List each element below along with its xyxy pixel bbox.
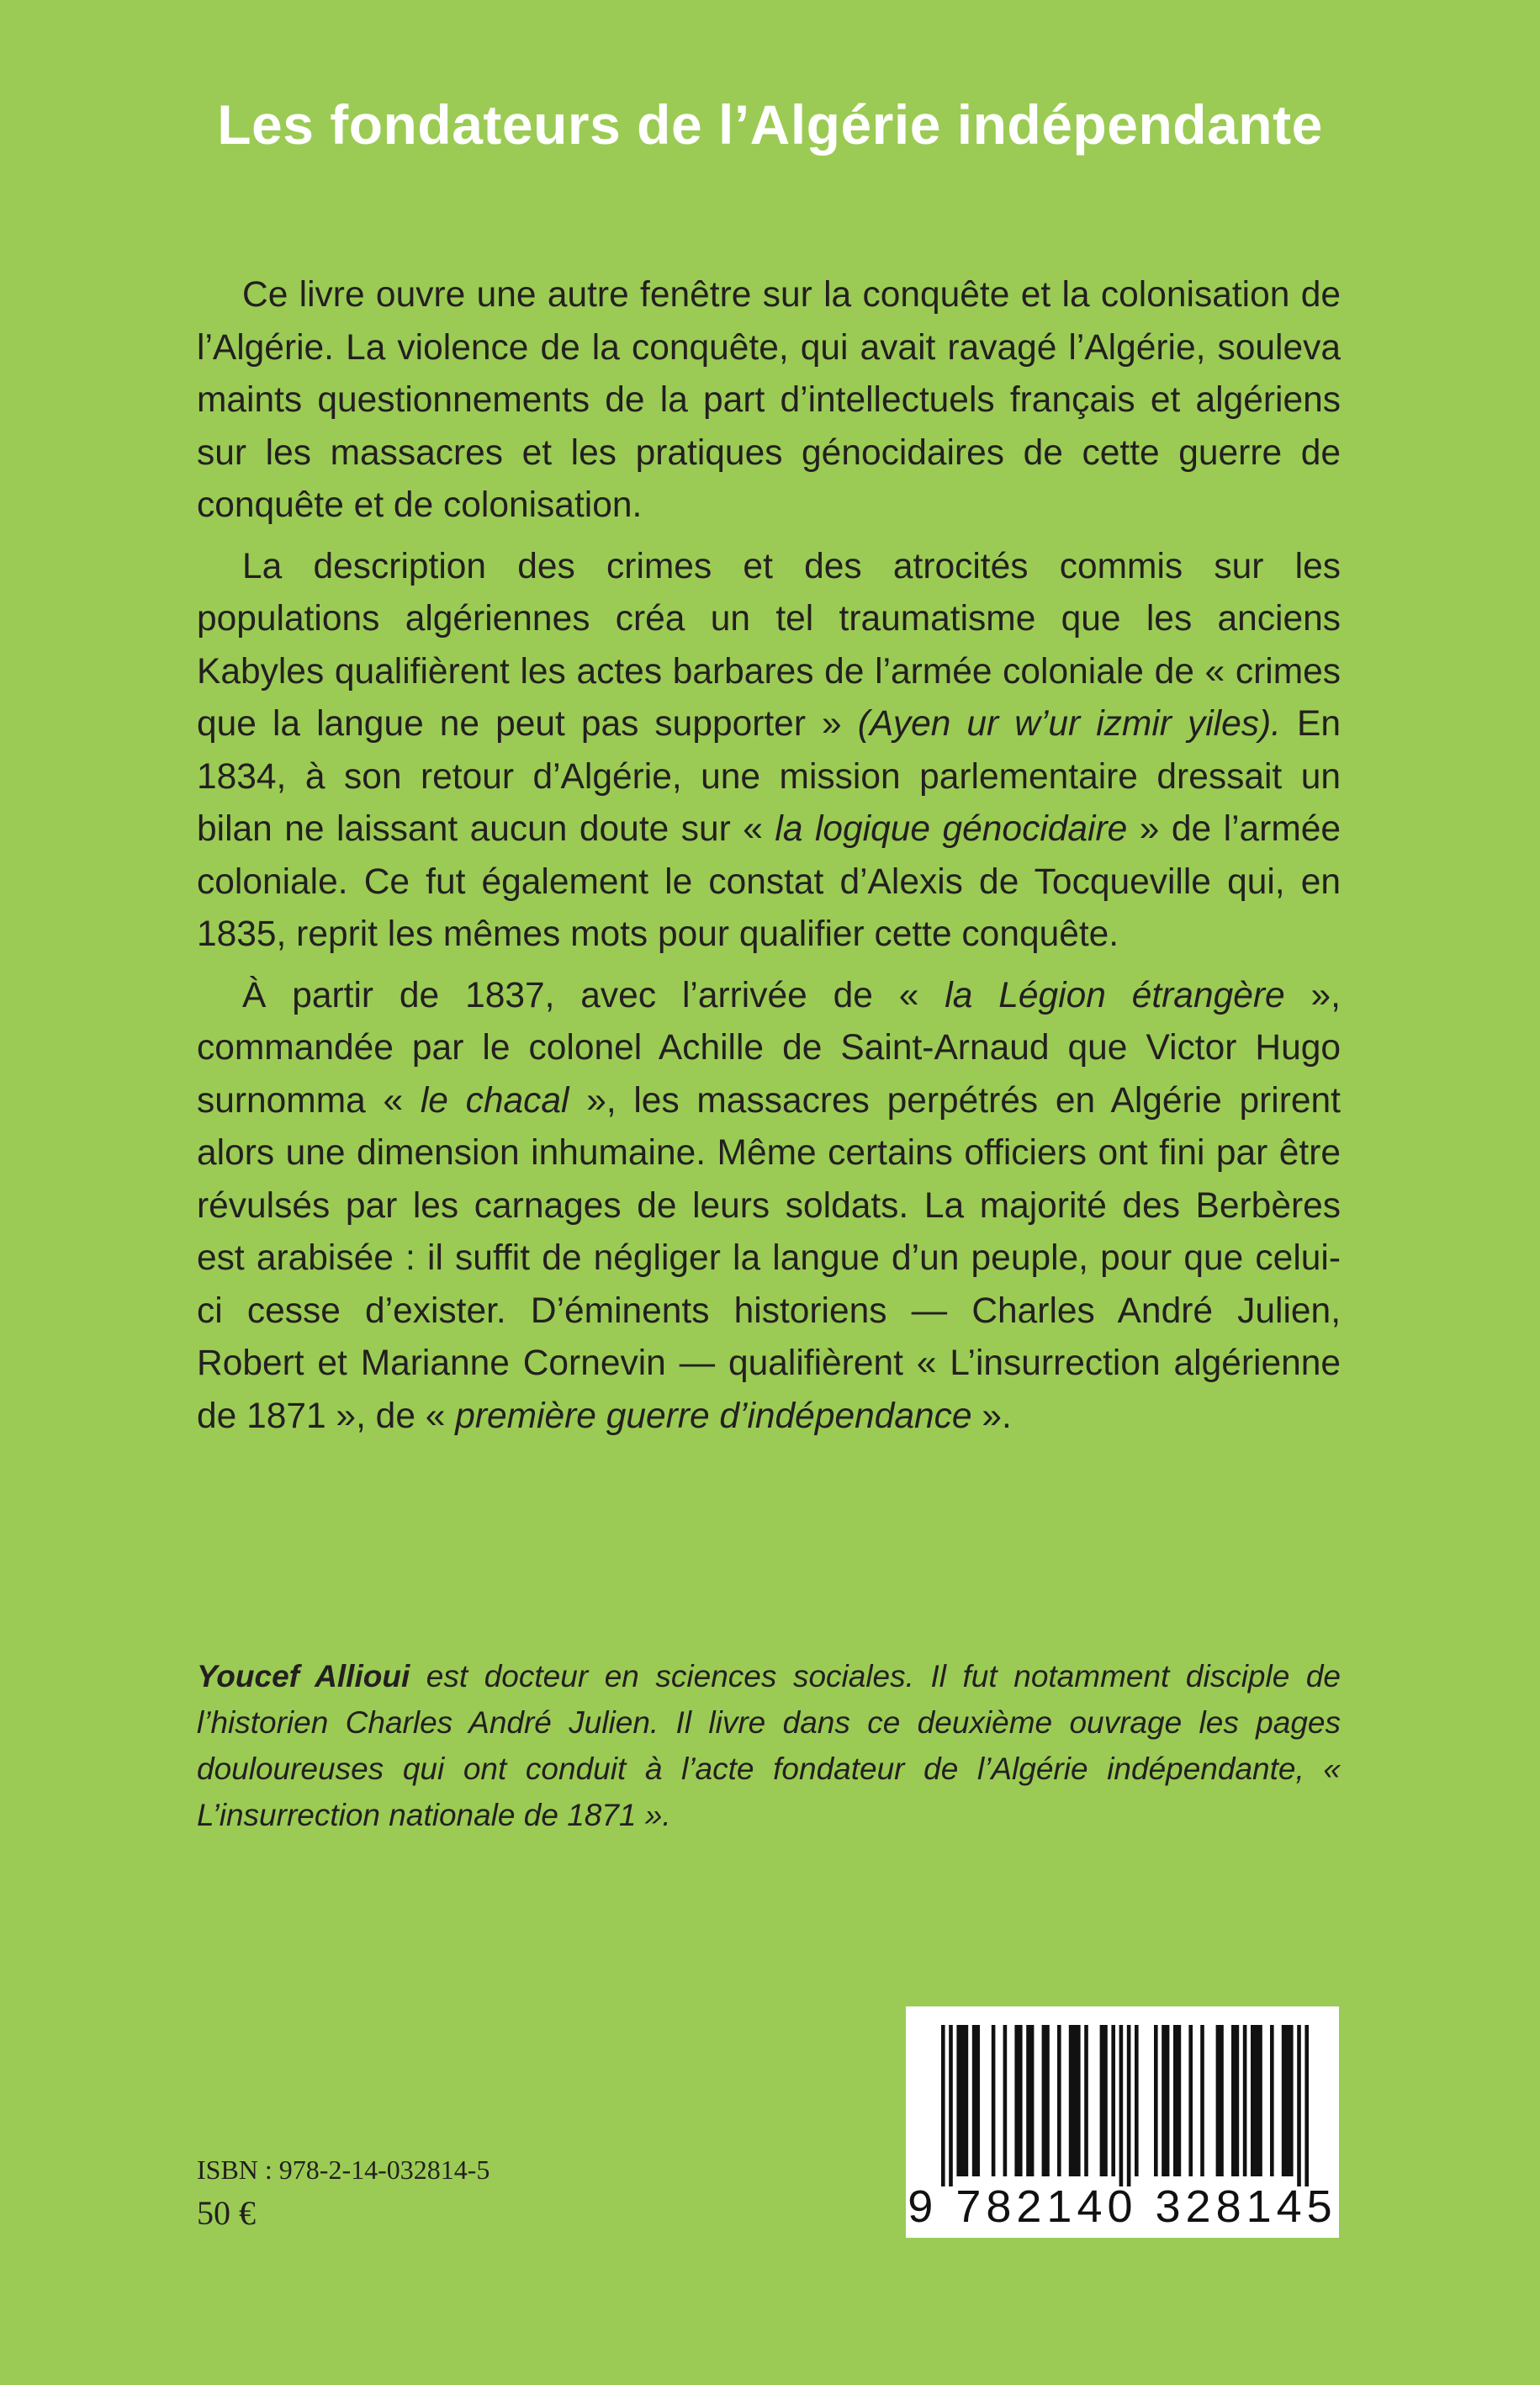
author-name: Youcef Allioui [197,1659,410,1693]
blurb-p3-text-e: », les massacres perpétrés en Algérie prirent alors une dimension inhumaine. Même certains officiers ont fini par être révulsés par les carnages de leurs soldats. La majorité des Berbères est arabisée : il suffit de négliger la langue d’un peuple, pour que celui-ci cesse d’exister. D’éminents historiens — Charles André Julien, Robert et Marianne Cornevin — qualifièrent « L’insurrection algérienne de 1871 », de « [197,1080,1341,1436]
blurb-p3-text-g: ». [971,1396,1012,1436]
barcode-bar [1162,2025,1169,2176]
barcode-bar [1200,2025,1204,2176]
barcode-digits: 9 782140 328145 [908,2181,1337,2232]
barcode-bar [972,2025,980,2176]
barcode-icon [906,2006,1339,2187]
price-label: 50 € [197,2194,256,2232]
barcode-bar [949,2025,953,2186]
barcode-bar [1243,2025,1247,2176]
barcode-bar [1119,2025,1124,2186]
blurb-p3-independence-quote: première guerre d’indépendance [455,1396,972,1436]
barcode-bar [1003,2025,1008,2176]
barcode-bar [1014,2025,1022,2176]
barcode-bar [1057,2025,1061,2176]
barcode-bar [941,2025,945,2186]
barcode-bar [1270,2025,1274,2176]
barcode-bar [1282,2025,1294,2176]
barcode-bar [1042,2025,1050,2176]
blurb-p2-genocide-quote: la logique génocidaire [775,809,1128,849]
blurb-p3-legion-quote: la Légion étrangère [945,975,1285,1015]
blurb-p1-text: Ce livre ouvre une autre fenêtre sur la conquête et la colonisation de l’Algérie. La violence de la conquête, qui avait ravagé l’Algérie, souleva maints questionnements de la part d’intellectuels français et algériens sur les massacres et les pratiques génocidaires de cette guerre de conquête et de colonisation. [197,275,1341,525]
blurb-paragraph-3 [197,970,1341,1444]
blurb-p2-kabyle-quote: (Ayen ur w’ur izmir yiles). [857,704,1281,744]
isbn-label: ISBN : 978-2-14-032814-5 [197,2154,490,2185]
blurb-paragraph-2 [197,541,1341,962]
back-cover-blurb [197,269,1341,1451]
isbn-price-block [197,2149,490,2237]
barcode-bar [1188,2025,1193,2176]
author-bio-text: est docteur en sciences sociales. Il fut notamment disciple de l’historien Charles André Julien. Il livre dans ce deuxième ouvrage les pages douloureuses qui ont conduit à l’acte fondateur de l’Algérie indépendante, « L’insurrection nationale de 1871 ». [197,1659,1342,1832]
blurb-p2-text-c: En 1834, à son retour d’Algérie, une mission parlementaire dressait un bilan ne laissant aucun doute sur « [197,704,1342,849]
barcode-bar [1297,2025,1301,2186]
blurb-p3-text-a: À partir de 1837, avec l’arrivée de « [242,975,945,1015]
barcode-bar [1111,2025,1115,2176]
blurb-p2-text-a: La description des crimes et des atrocités commis sur les populations algériennes créa un tel traumatisme que les anciens Kabyles qualifièrent les actes barbares de l’armée coloniale de « crimes que la langue ne peut pas supporter » [197,546,1341,744]
barcode-bar [956,2025,968,2176]
barcode-bar [992,2025,996,2176]
author-bio [197,1653,1341,1838]
barcode-bar [1173,2025,1181,2176]
book-title: Les fondateurs de l’Algérie indépendante [217,93,1323,156]
barcode-bar [1154,2025,1158,2176]
barcode-bar [1100,2025,1108,2176]
barcode-box [906,2006,1339,2238]
blurb-paragraph-1 [197,269,1341,533]
barcode-bar [1127,2025,1131,2186]
barcode-bar [1135,2025,1139,2176]
barcode-bar [1084,2025,1088,2176]
barcode-bar [1216,2025,1224,2176]
barcode-bar [1069,2025,1081,2176]
blurb-p2-text-e: » de l’armée coloniale. Ce fut également le constat d’Alexis de Tocqueville qui, en 1835, reprit les mêmes mots pour qualifier cette conquête. [197,809,1341,954]
barcode-bar [1231,2025,1239,2176]
blurb-p3-chacal-quote: le chacal [420,1080,569,1121]
blurb-p3-text-c: », commandée par le colonel Achille de Saint-Arnaud que Victor Hugo surnomma « [197,975,1341,1121]
barcode-bar [1305,2025,1309,2186]
barcode-bar [1251,2025,1262,2176]
barcode-bar [1026,2025,1034,2176]
